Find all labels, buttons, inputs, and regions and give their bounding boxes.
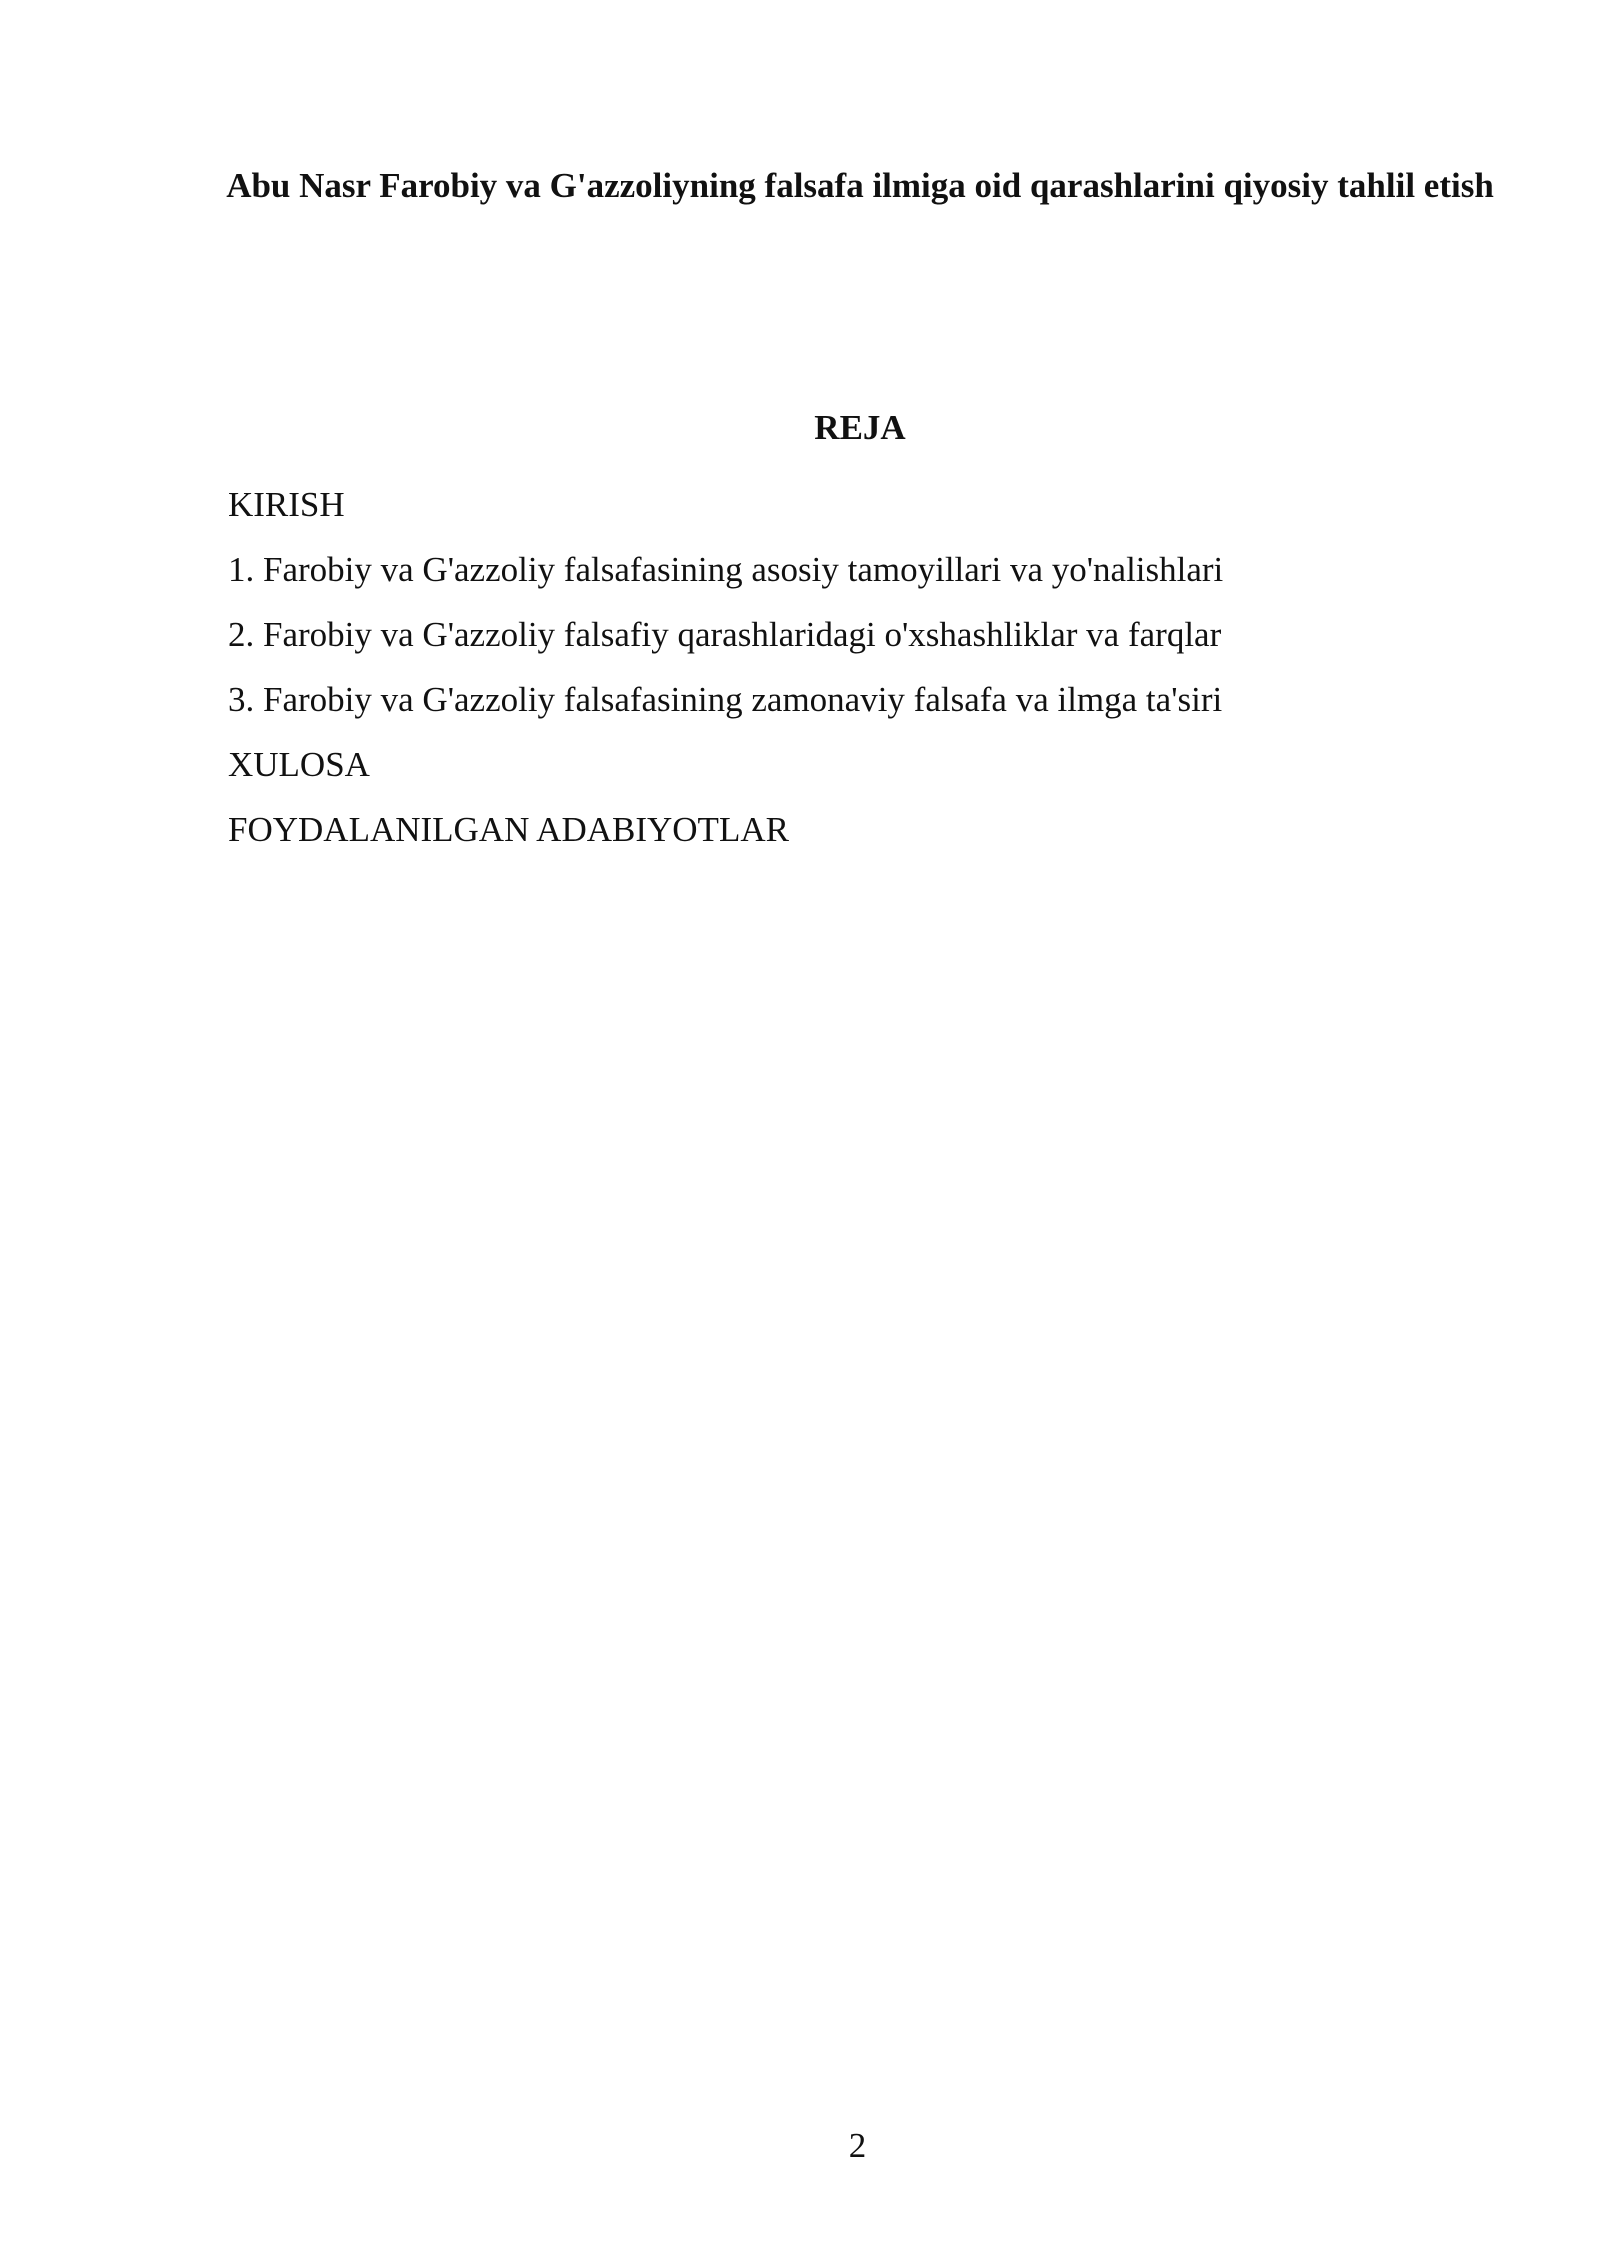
plan-item-2: 2. Farobiy va G'azzoliy falsafiy qarashlaridagi o'xshashliklar va farqlar xyxy=(228,615,1222,654)
page-number: 2 xyxy=(848,2126,867,2165)
plan-item-1: 1. Farobiy va G'azzoliy falsafasining asosiy tamoyillari va yo'nalishlari xyxy=(228,550,1224,589)
document-title: Abu Nasr Farobiy va G'azzoliyning falsafa ilmiga oid qarashlarini qiyosiy tahlil etish xyxy=(226,166,1494,205)
plan-item-3: 3. Farobiy va G'azzoliy falsafasining zamonaviy falsafa va ilmga ta'siri xyxy=(228,680,1223,719)
plan-item-references: FOYDALANILGAN ADABIYOTLAR xyxy=(228,810,789,849)
plan-item-kirish: KIRISH xyxy=(228,485,345,524)
plan-list xyxy=(228,472,1223,862)
plan-item-xulosa: XULOSA xyxy=(228,745,370,784)
plan-heading: REJA xyxy=(814,408,906,447)
